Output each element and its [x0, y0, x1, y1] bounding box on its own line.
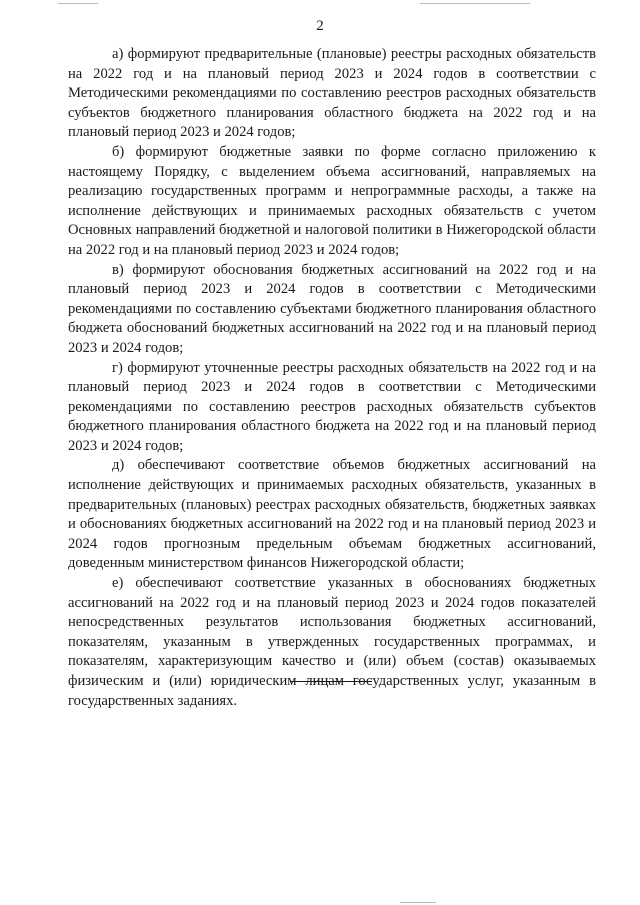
scan-artifact-bottom [400, 902, 436, 903]
paragraph-v: в) формируют обоснования бюджетных ассигнований на 2022 год и на плановый период 2023 и 2024 годов в соответствии с Методическими рекомендациями по составлению субъектами бюджетного планирования областного бюджета обоснований бюджетных ассигнований на 2022 год и на плановый период 2023 и 2024 годов; [68, 261, 596, 356]
page-number: 2 [316, 18, 324, 34]
end-divider-line [290, 681, 372, 682]
scan-artifact-top-left [58, 3, 98, 4]
paragraph-d: д) обеспечивают соответствие объемов бюджетных ассигнований на исполнение действующих и принимаемых расходных обязательств, указанных в предварительных (плановых) реестрах расходных обязательств, бюджетных заявках и обоснованиях бюджетных ассигнований на 2022 год и на плановый период 2023 и 2024 годов прогнозным предельным объемам бюджетных ассигнований, доведенным министерством финансов Нижегородской области; [68, 457, 596, 572]
paragraph-b: б) формируют бюджетные заявки по форме согласно приложению к настоящему Порядку, с выделением объема ассигнований, направляемых на реализацию государственных программ и непрограммные расходы, а также на исполнение действующих и принимаемых расходных обязательств с учетом Основных направлений бюджетной и налоговой политики в Нижегородской области на 2022 год и на плановый период 2023 и 2024 годов; [68, 143, 596, 258]
document-body [68, 45, 596, 711]
paragraph-a: а) формируют предварительные (плановые) реестры расходных обязательств на 2022 год и на плановый период 2023 и 2024 годов в соответствии с Методическими рекомендациями по составлению реестров расходных обязательств субъектов бюджетного планирования областного бюджета на 2022 год и на плановый период 2023 и 2024 годов; [68, 46, 596, 141]
scan-artifact-top-right [420, 3, 530, 4]
paragraph-g: г) формируют уточненные реестры расходных обязательств на 2022 год и на плановый период 2023 и 2024 годов в соответствии с Методическими рекомендациями по составлению реестров расходных обязательств субъектов бюджетного планирования областного бюджета на 2022 год и на плановый период 2023 и 2024 годов; [68, 359, 596, 454]
paragraph-e: е) обеспечивают соответствие указанных в обоснованиях бюджетных ассигнований на 2022 год и на плановый период 2023 и 2024 годов показателей непосредственных результатов использования бюджетных ассигнований, показателям, указанным в утвержденных государственных программах, и показателям, характеризующим качество и (или) объем (состав) оказываемых физическим и (или) юридическим лицам государственных услуг, указанным в государственных заданиях. [68, 575, 596, 709]
